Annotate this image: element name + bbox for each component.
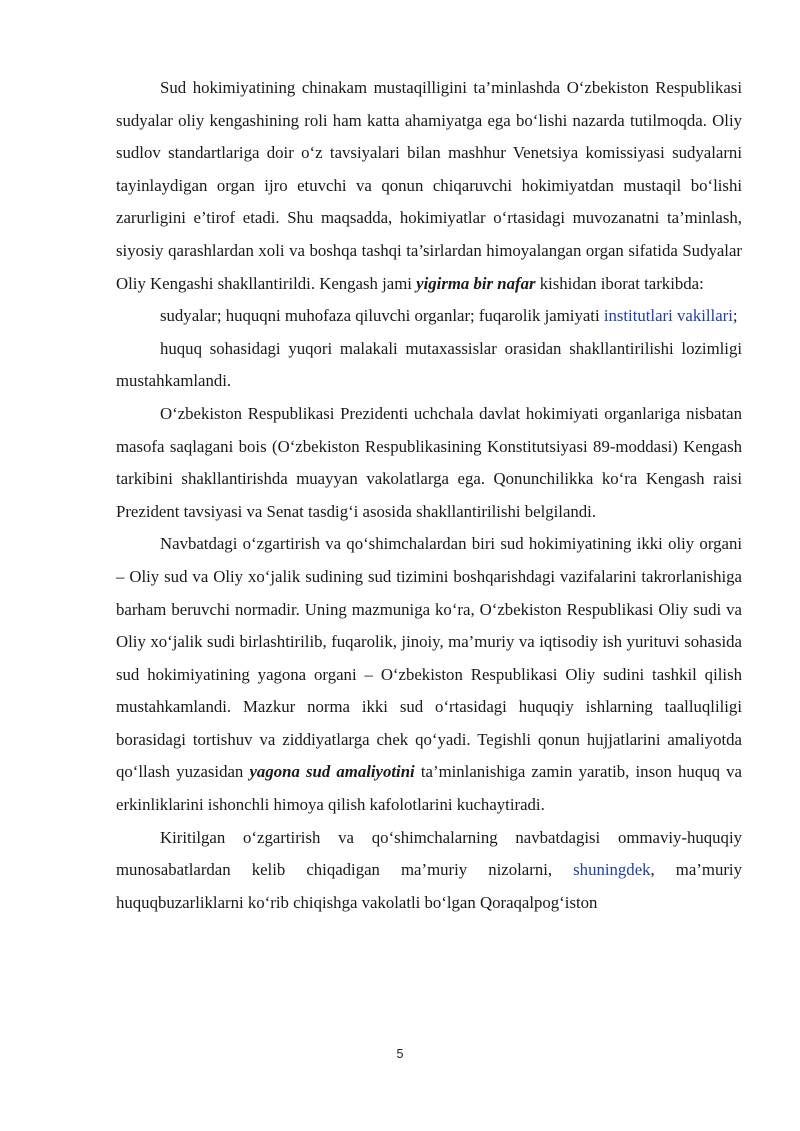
paragraph-text: Navbatdagi o‘zgartirish va qo‘shimchalardan biri sud hokimiyatining ikki oliy organi – Oliy sud va Oliy xo‘jalik sudining sud tizimini boshqarishdagi vazifalarini takrorlanishiga barham beruvchi normadir. Uning mazmuniga ko‘ra, O‘zbekiston Respublikasi Oliy sudi va Oliy xo‘jalik sudi birlashtirilib, fuqarolik, jinoiy, ma’muriy va iqtisodiy ish yurituvi sohasida sud hokimiyatining yagona organi – O‘zbekiston Respublikasi Oliy sudini tashkil qilish mustahkamlandi. Mazkur norma ikki sud o‘rtasidagi huquqiy ishlarning taalluqliligi borasidagi tortishuv va ziddiyatlarga chek qo‘yadi. Tegishli qonun hujjatlarini amaliyotda qo‘llash yuzasidan <box>116 534 742 782</box>
paragraph-text: kishidan iborat tarkibda: <box>535 273 704 293</box>
hyperlink-text[interactable]: shuningdek <box>573 860 651 880</box>
document-body <box>116 72 742 919</box>
paragraph-court-merger <box>116 528 742 821</box>
paragraph-supreme-judicial-council <box>116 72 742 300</box>
paragraph-text: ; <box>732 306 738 326</box>
paragraph-text: Sud hokimiyatining chinakam mustaqilligini ta’minlashda O‘zbekiston Respublikasi sudyalar oliy kengashining roli ham katta ahamiyatga ega bo‘lishi nazarda tutilmoqda. Oliy sudlov standartlariga doir o‘z tavsiyalari bilan mashhur Venetsiya komissiyasi sudyalarni tayinlaydigan organ ijro etuvchi va qonun chiqaruvchi hokimiyatdan mustaqil bo‘lishi zarurligini e’tirof etadi. Shu maqsadda, hokimiyatlar o‘rtasidagi muvozanatni ta’minlash, siyosiy qarashlardan xoli va boshqa tashqi ta’sirlardan himoyalangan organ sifatida Sudyalar Oliy Kengashi shakllantirildi. Kengash jami <box>116 78 742 293</box>
paragraph-text: ta’minlanishiga zamin yaratib, inson huquq va erkinliklarini ishonchli himoya qilish kafolotlarini kuchaytiradi. <box>116 762 742 815</box>
paragraph-text: sudyalar; huquqni muhofaza qiluvchi organlar; fuqarolik jamiyati <box>160 306 604 326</box>
emphasized-phrase: yagona sud amaliyotini <box>249 762 415 782</box>
paragraph-text: , ma’muriy huquqbuzarliklarni ko‘rib chiqishga vakolatli bo‘lgan Qoraqalpog‘iston <box>116 860 742 912</box>
paragraph-administrative-disputes <box>116 822 742 920</box>
paragraph-qualified-specialists <box>116 333 742 398</box>
paragraph-text: huquq sohasidagi yuqori malakali mutaxassislar orasidan shakllantirilishi lozimligi mustahkamlandi. <box>116 338 742 391</box>
paragraph-council-composition <box>116 300 742 333</box>
page-number: 5 <box>396 1047 404 1061</box>
paragraph-text: Kiritilgan o‘zgartirish va qo‘shimchalarning navbatdagisi ommaviy-huquqiy munosabatlardan kelib chiqadigan ma’muriy nizolarni, <box>116 827 742 880</box>
paragraph-text: O‘zbekiston Respublikasi Prezidenti uchchala davlat hokimiyati organlariga nisbatan masofa saqlagani bois (O‘zbekiston Respublikasining Konstitutsiyasi 89-moddasi) Kengash tarkibini shakllantirishda muayyan vakolatlarga ega. Qonunchilikka ko‘ra Kengash raisi Prezident tavsiyasi va Senat tasdig‘i asosida shakllantirilishi belgilandi. <box>116 403 742 521</box>
hyperlink-text[interactable]: institutlari vakillari <box>603 306 733 326</box>
paragraph-president-powers <box>116 398 742 528</box>
emphasized-phrase: yigirma bir nafar <box>416 273 536 293</box>
